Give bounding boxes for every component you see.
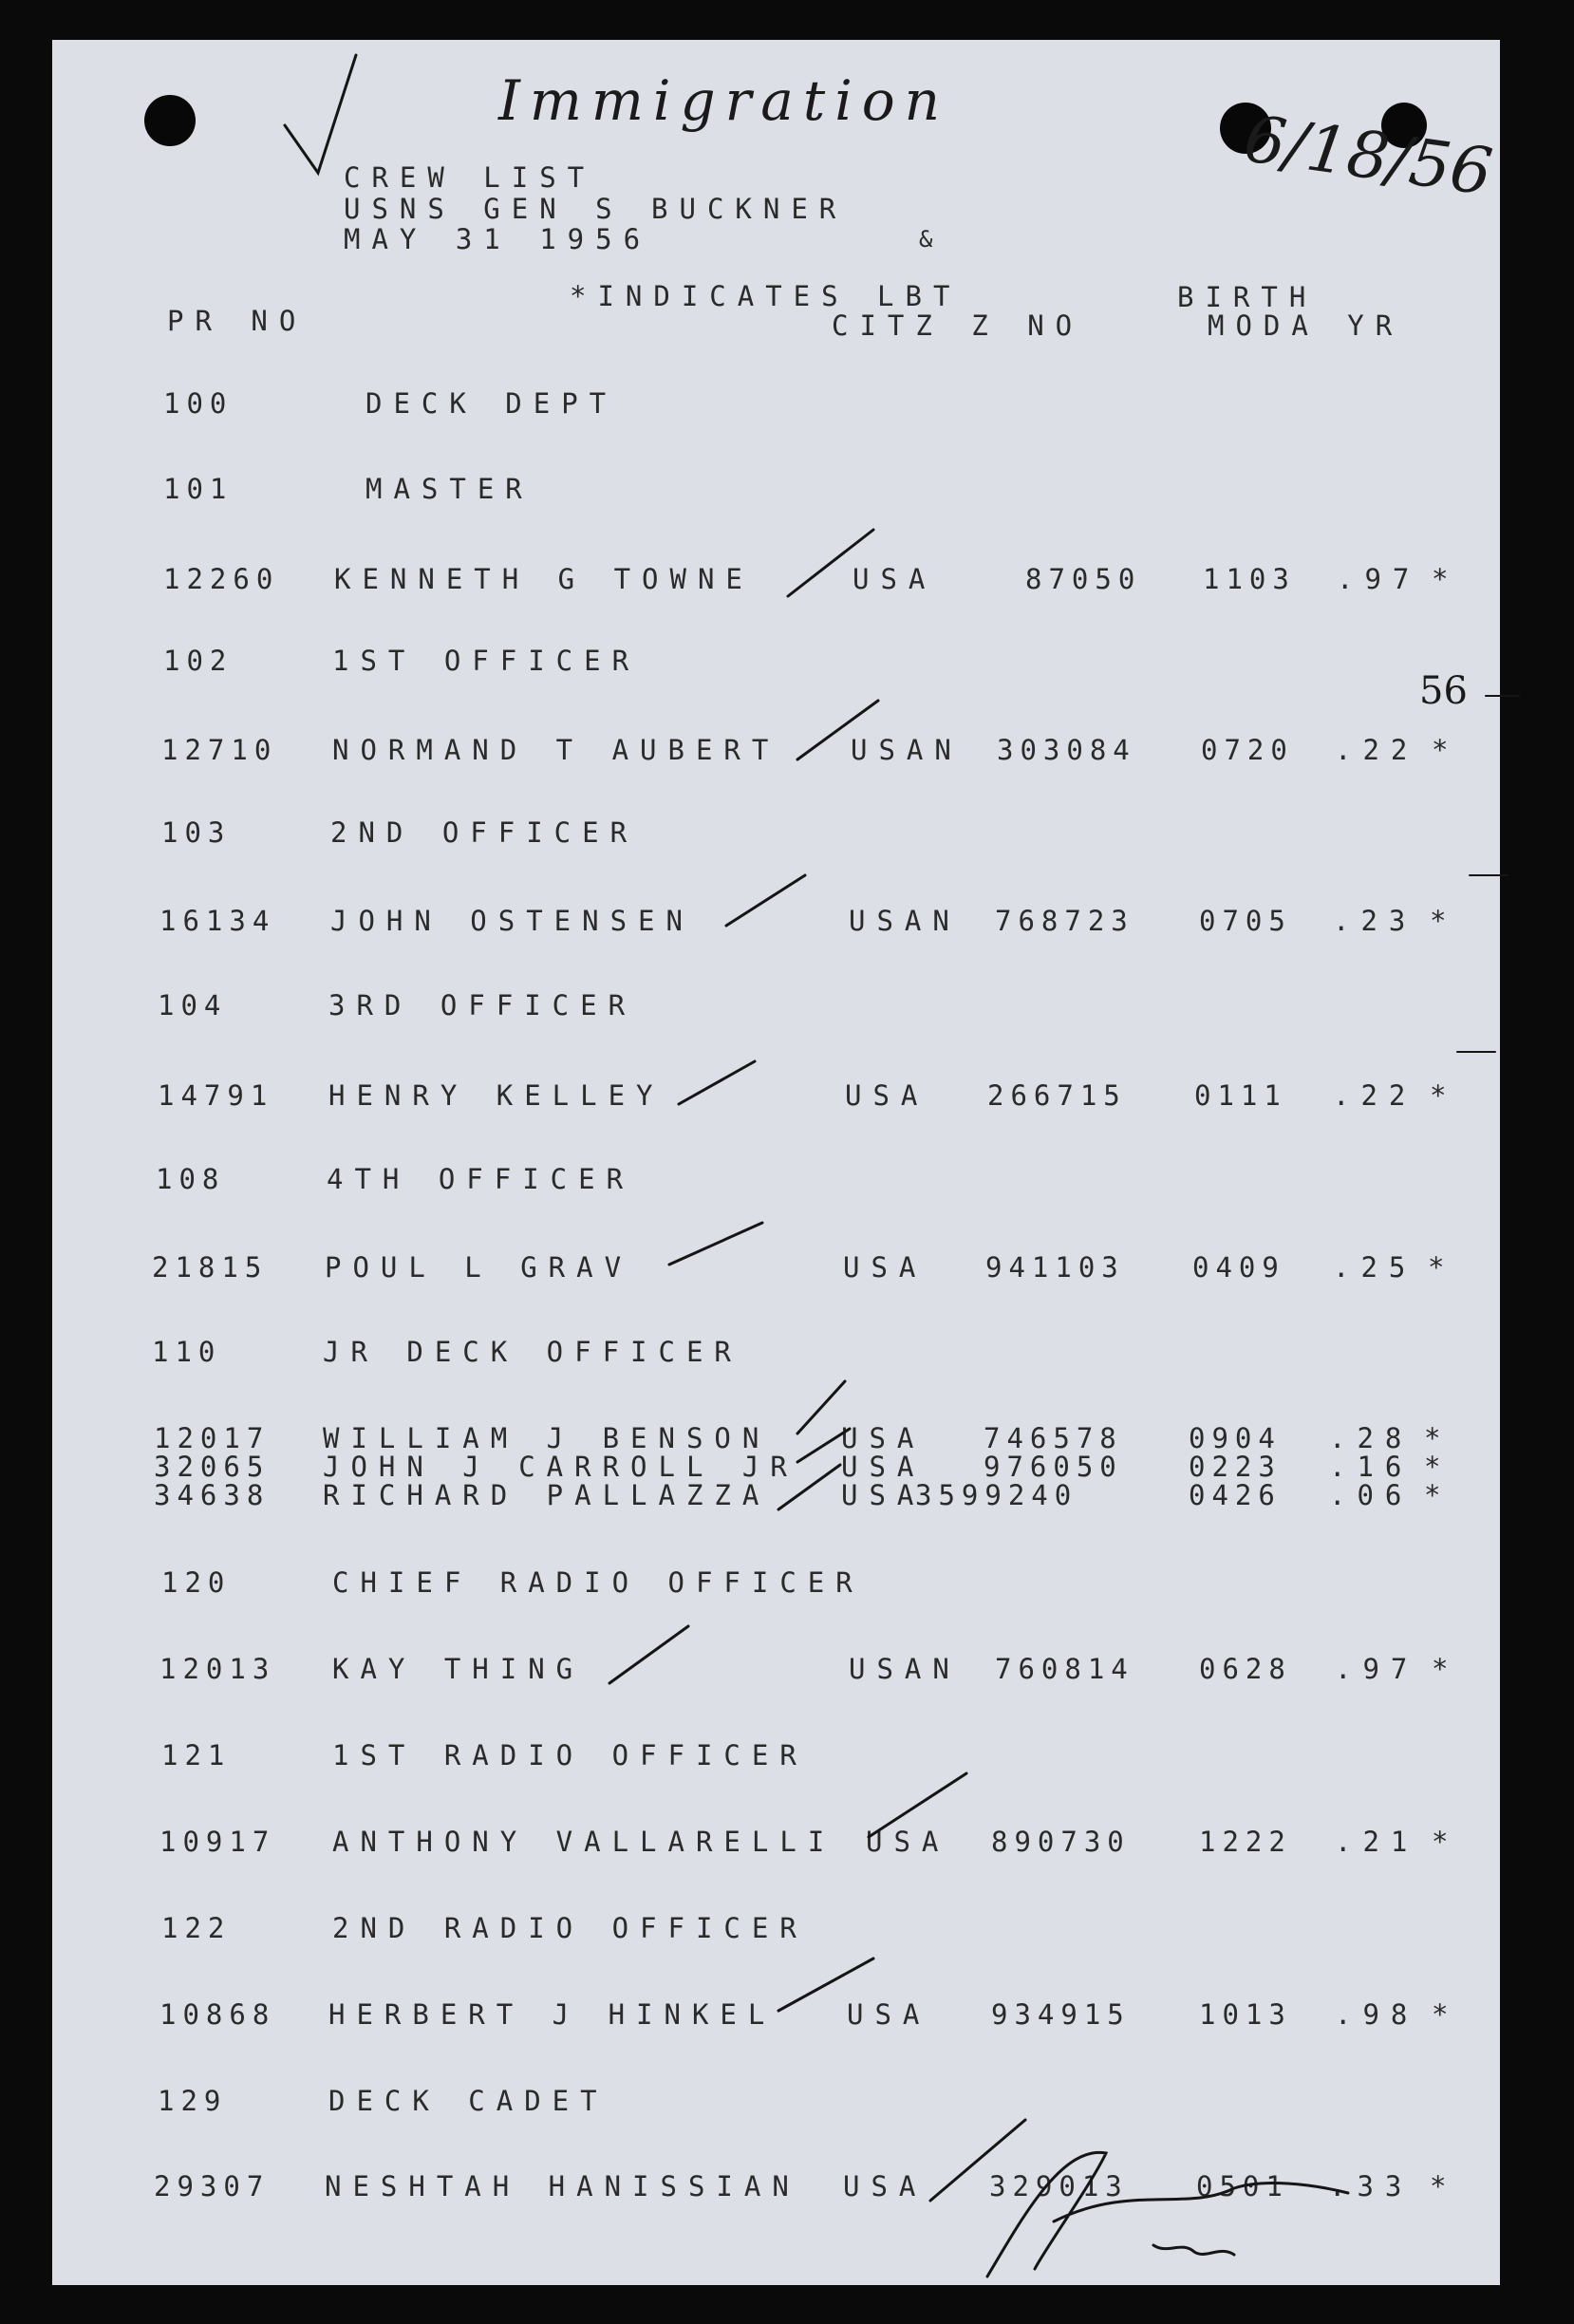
section-label: MASTER — [365, 473, 534, 505]
section-code: 122 — [161, 1912, 232, 1944]
check-mark-icon — [726, 875, 805, 926]
check-mark-icon — [778, 1959, 873, 2011]
birth-header: BIRTH — [1177, 281, 1318, 313]
section-code: 104 — [158, 989, 228, 1021]
crew-z-number: 760814 — [995, 1653, 1134, 1685]
check-mark-icon — [609, 1626, 688, 1683]
section-label: 3RD OFFICER — [328, 989, 637, 1021]
crew-lbt-marker: * — [1432, 1826, 1460, 1858]
crew-name: WILLIAM J BENSON — [323, 1422, 771, 1454]
check-mark-icon — [797, 1381, 845, 1434]
crew-z-number: 87050 — [1025, 563, 1142, 595]
crew-citizenship: USA — [866, 1826, 950, 1858]
crew-lbt-marker: * — [1432, 563, 1460, 595]
crew-name: HENRY KELLEY — [328, 1079, 665, 1112]
lbt-legend: *INDICATES LBT — [570, 280, 962, 312]
crew-citizenship: USA — [841, 1422, 926, 1454]
crew-name: HERBERT J HINKEL — [328, 1998, 777, 2031]
crew-birth-moda: 1222 — [1199, 1826, 1292, 1858]
crew-birth-moda: 1103 — [1203, 563, 1296, 595]
crew-lbt-marker: * — [1430, 905, 1458, 937]
crew-name: POUL L GRAV — [325, 1251, 633, 1284]
crew-birth-year: .16 — [1329, 1451, 1414, 1483]
crew-z-number: 266715 — [987, 1079, 1127, 1112]
crew-pr-number: 12710 — [161, 734, 278, 766]
handwritten-header-note: Immigration — [498, 68, 950, 133]
check-mark-icon — [797, 1429, 850, 1462]
crew-citizenship: USAN — [849, 905, 961, 937]
section-code: 121 — [161, 1739, 232, 1771]
signature-scribble — [987, 2152, 1348, 2277]
crew-lbt-marker: * — [1430, 2170, 1458, 2202]
check-mark-icon — [869, 1773, 966, 1837]
crew-pr-number: 12013 — [159, 1653, 276, 1685]
check-mark-icon — [797, 701, 878, 759]
crew-birth-moda: 0720 — [1201, 734, 1294, 766]
section-code: 101 — [163, 473, 234, 505]
check-mark-icon — [788, 530, 873, 596]
section-code: 103 — [161, 816, 232, 849]
crew-lbt-marker: * — [1432, 734, 1460, 766]
crew-birth-year: .21 — [1335, 1826, 1419, 1858]
column-header-citz-no: CITZ Z NO — [832, 309, 1084, 342]
section-code: 110 — [152, 1336, 222, 1368]
handwritten-date-note: 6/18/56 — [1239, 102, 1497, 211]
crew-pr-number: 32065 — [154, 1451, 271, 1483]
crew-citizenship: USA — [845, 1079, 929, 1112]
crew-birth-moda: 1013 — [1199, 1998, 1292, 2031]
check-mark-icon — [679, 1061, 755, 1104]
crew-citizenship: USA — [841, 1451, 926, 1483]
crew-z-number: 329013 — [989, 2170, 1129, 2202]
crew-birth-year: .25 — [1333, 1251, 1417, 1284]
crew-name: RICHARD PALLAZZA — [323, 1479, 771, 1511]
crew-z-number: 976050 — [984, 1451, 1123, 1483]
crew-pr-number: 12017 — [154, 1422, 271, 1454]
crew-citizenship: USA — [853, 563, 937, 595]
check-mark-icon — [930, 2120, 1025, 2201]
crew-birth-moda: 0409 — [1192, 1251, 1285, 1284]
section-label: 4TH OFFICER — [327, 1163, 635, 1195]
crew-birth-year: .22 — [1335, 734, 1419, 766]
crew-birth-year: .23 — [1333, 905, 1417, 937]
crew-z-number: 768723 — [995, 905, 1134, 937]
crew-name: NORMAND T AUBERT — [332, 734, 780, 766]
crew-pr-number: 10868 — [159, 1998, 276, 2031]
crew-citizenship: USA — [847, 1998, 931, 2031]
crew-birth-year: .97 — [1337, 563, 1421, 595]
crew-pr-number: 34638 — [154, 1479, 271, 1511]
crew-citizenship: USA — [843, 1251, 928, 1284]
check-mark-icon — [778, 1465, 840, 1509]
document-title-line-3: MAY 31 1956 — [344, 223, 652, 255]
crew-birth-year: .97 — [1335, 1653, 1419, 1685]
crew-birth-moda: 0501 — [1196, 2170, 1289, 2202]
crew-pr-number: 14791 — [158, 1079, 274, 1112]
crew-birth-moda: 0111 — [1194, 1079, 1287, 1112]
crew-name: JOHN OSTENSEN — [330, 905, 694, 937]
crew-birth-year: .98 — [1335, 1998, 1419, 2031]
crew-birth-moda: 0426 — [1189, 1479, 1282, 1511]
check-mark-icon — [669, 1223, 762, 1265]
handwritten-page-number: 56 — [1419, 669, 1468, 713]
crew-birth-moda: 0705 — [1199, 905, 1292, 937]
crew-lbt-marker: * — [1432, 1998, 1460, 2031]
section-label: 2ND OFFICER — [330, 816, 639, 849]
crew-name: ANTHONY VALLARELLI — [332, 1826, 836, 1858]
crew-lbt-marker: * — [1424, 1451, 1452, 1483]
crew-pr-number: 21815 — [152, 1251, 269, 1284]
crew-birth-year: .33 — [1329, 2170, 1414, 2202]
document-title-line-1: CREW LIST — [344, 161, 596, 194]
crew-z-number: 303084 — [997, 734, 1136, 766]
section-label: CHIEF RADIO OFFICER — [332, 1566, 864, 1599]
crew-z-number: 746578 — [984, 1422, 1123, 1454]
crew-lbt-marker: * — [1424, 1422, 1452, 1454]
section-label: JR DECK OFFICER — [323, 1336, 742, 1368]
crew-lbt-marker: * — [1430, 1079, 1458, 1112]
crew-name: KENNETH G TOWNE — [334, 563, 754, 595]
crew-birth-moda: 0223 — [1189, 1451, 1282, 1483]
crew-name: JOHN J CARROLL JR — [323, 1451, 798, 1483]
section-code: 102 — [163, 645, 234, 677]
section-code: 100 — [163, 387, 234, 420]
crew-pr-number: 16134 — [159, 905, 276, 937]
section-label: DECK CADET — [328, 2085, 609, 2117]
check-mark-top — [285, 55, 356, 173]
section-code: 108 — [156, 1163, 226, 1195]
crew-citizenship: USAN — [849, 1653, 961, 1685]
section-code: 120 — [161, 1566, 232, 1599]
section-label: DECK DEPT — [365, 387, 618, 420]
crew-lbt-marker: * — [1432, 1653, 1460, 1685]
crew-name: NESHTAH HANISSIAN — [325, 2170, 800, 2202]
crew-lbt-marker: * — [1428, 1251, 1456, 1284]
crew-citizenship: USAN — [851, 734, 963, 766]
column-header-pr-no: PR NO — [167, 305, 308, 337]
crew-citizenship: USA — [843, 2170, 928, 2202]
crew-birth-moda: 0628 — [1199, 1653, 1292, 1685]
section-label: 1ST RADIO OFFICER — [332, 1739, 808, 1771]
crew-z-number: 890730 — [991, 1826, 1131, 1858]
crew-z-number: 3599240 — [915, 1479, 1078, 1511]
crew-name: KAY THING — [332, 1653, 585, 1685]
section-label: 2ND RADIO OFFICER — [332, 1912, 808, 1944]
crew-lbt-marker: * — [1424, 1479, 1452, 1511]
crew-birth-moda: 0904 — [1189, 1422, 1282, 1454]
crew-citizenship: USA — [841, 1479, 926, 1511]
crew-z-number: 934915 — [991, 1998, 1131, 2031]
crew-pr-number: 12260 — [163, 563, 280, 595]
crew-birth-year: .06 — [1329, 1479, 1414, 1511]
crew-pr-number: 29307 — [154, 2170, 271, 2202]
crew-birth-year: .22 — [1333, 1079, 1417, 1112]
section-code: 129 — [158, 2085, 228, 2117]
document-title-line-2: USNS GEN S BUCKNER — [344, 193, 848, 225]
crew-z-number: 941103 — [985, 1251, 1125, 1284]
crew-birth-year: .28 — [1329, 1422, 1414, 1454]
section-label: 1ST OFFICER — [332, 645, 641, 677]
column-header-moda-yr: MODA YR — [1208, 309, 1404, 342]
crew-pr-number: 10917 — [159, 1826, 276, 1858]
ampersand-mark: & — [919, 226, 945, 253]
